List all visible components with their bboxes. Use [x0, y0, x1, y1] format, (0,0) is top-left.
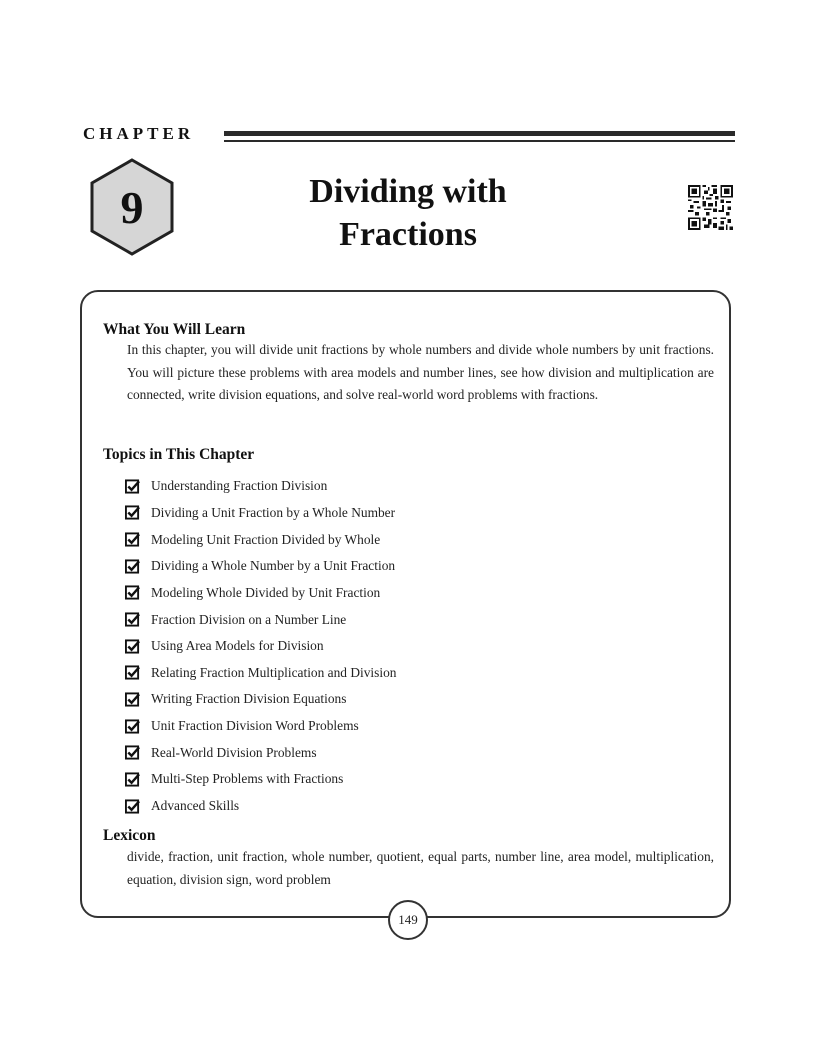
topic-item [125, 606, 545, 633]
topic-label: Advanced Skills [151, 798, 240, 813]
checkbox-checked-icon [125, 665, 140, 680]
chapter-title-line-2: Fractions [339, 216, 477, 253]
topics-heading: Topics in This Chapter [103, 446, 255, 463]
topic-item [125, 739, 545, 766]
topic-item [125, 633, 545, 660]
qr-code-icon [688, 185, 733, 230]
topic-label: Relating Fraction Multiplication and Division [151, 664, 397, 680]
topic-item [125, 686, 545, 713]
checkbox-checked-icon [125, 745, 140, 760]
topic-label: Modeling Whole Divided by Unit Fraction [151, 584, 381, 600]
checkbox-checked-icon [125, 772, 140, 787]
what-you-will-learn-text: In this chapter, you will divide unit fractions by whole numbers and divide whole numbers by unit fractions. You will picture these problems with area models and number lines, see how division and multiplication are connected, write division equations, and solve real-world word problems with fractions. [127, 342, 714, 403]
checkbox-checked-icon [125, 585, 140, 600]
chapter-title-line-1: Dividing with [309, 173, 507, 210]
topics-list [125, 473, 545, 819]
lexicon-heading: Lexicon [103, 827, 156, 844]
topic-label: Unit Fraction Division Word Problems [151, 718, 359, 734]
topic-item [125, 580, 545, 607]
topic-label: Fraction Division on a Number Line [151, 611, 347, 627]
chapter-rule-thick [224, 131, 735, 136]
checkbox-checked-icon [125, 479, 140, 494]
checkbox-checked-icon [125, 719, 140, 734]
topic-label: Using Area Models for Division [151, 638, 324, 654]
checkbox-checked-icon [125, 532, 140, 547]
checkbox-checked-icon [125, 799, 140, 814]
topic-item [125, 659, 545, 686]
topic-label: Writing Fraction Division Equations [151, 691, 347, 707]
topic-item [125, 473, 545, 500]
topic-item [125, 553, 545, 580]
checkbox-checked-icon [125, 692, 140, 707]
topic-item [125, 500, 545, 527]
topic-label: Multi-Step Problems with Fractions [151, 771, 344, 787]
chapter-rule-thin [224, 140, 735, 142]
page-number: 149 [388, 900, 428, 940]
topic-label: Dividing a Whole Number by a Unit Fraction [151, 558, 396, 574]
checkbox-checked-icon [125, 505, 140, 520]
topic-label: Modeling Unit Fraction Divided by Whole [151, 531, 381, 547]
checkbox-checked-icon [125, 559, 140, 574]
topic-label: Understanding Fraction Division [151, 478, 328, 494]
topic-item [125, 526, 545, 553]
chapter-label: CHAPTER [83, 124, 195, 143]
checkbox-checked-icon [125, 639, 140, 654]
topic-label: Dividing a Unit Fraction by a Whole Number [151, 504, 396, 520]
topic-item [125, 766, 545, 793]
topic-item [125, 713, 545, 740]
checkbox-checked-icon [125, 612, 140, 627]
topic-label: Real-World Division Problems [151, 744, 317, 760]
chapter-number: 9 [120, 181, 144, 233]
lexicon-text: divide, fraction, unit fraction, whole number, quotient, equal parts, number line, area model, multiplication, equation, division sign, word problem [127, 849, 714, 887]
topic-item [125, 793, 545, 820]
chapter-title [258, 170, 558, 256]
what-you-will-learn-heading: What You Will Learn [103, 321, 246, 338]
